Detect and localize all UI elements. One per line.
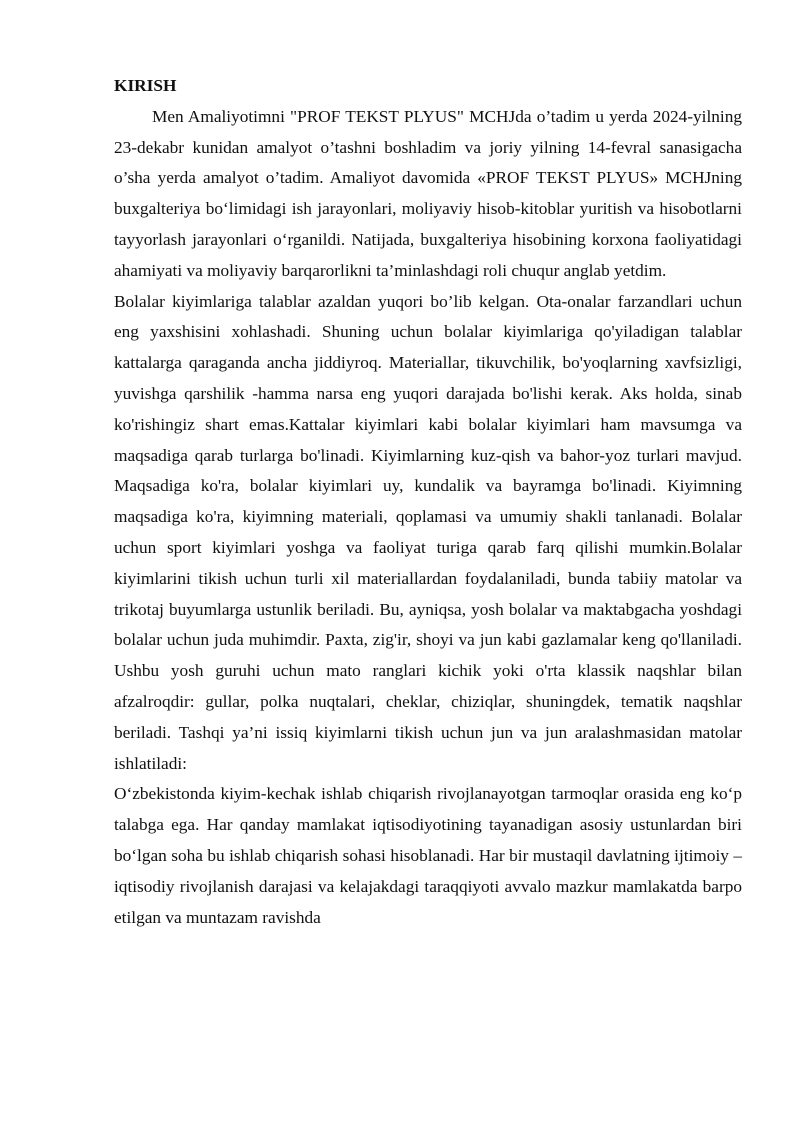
document-page [114, 71, 742, 933]
paragraph-uzbekistan-industry: O‘zbekistonda kiyim-kechak ishlab chiqarish rivojlanayotgan tarmoqlar orasida eng ko‘p talabga ega. Har qanday mamlakat iqtisodiyotining tayanadigan asosiy ustunlardan biri bo‘lgan soha bu ishlab chiqarish sohasi hisoblanadi. Har bir mustaqil davlatning ijtimoiy – iqtisodiy rivojlanish darajasi va kelajakdagi taraqqiyoti avvalo mazkur mamlakatda barpo etilgan va muntazam ravishda [114, 784, 742, 927]
section-heading: KIRISH [114, 76, 177, 95]
paragraph-internship: Men Amaliyotimni "PROF TEKST PLYUS" MCHJda o’tadim u yerda 2024-yilning 23-dekabr kunidan amalyot o’tashni boshladim va joriy yilning 14-fevral sanasigacha o’sha yerda amalyot o’tadim. Amaliyot davomida «PROF TEKST PLYUS» MCHJning buxgalteriya bo‘limidagi ish jarayonlari, moliyaviy hisob-kitoblar yuritish va hisobotlarni tayyorlash jarayonlari o‘rganildi. Natijada, buxgalteriya hisobining korxona faoliyatidagi ahamiyati va moliyaviy barqarorlikni ta’minlashdagi roli chuqur anglab yetdim. [114, 106, 742, 280]
paragraph-children-clothing: Bolalar kiyimlariga talablar azaldan yuqori bo’lib kelgan. Ota-onalar farzandlari uchun eng yaxshisini xohlashadi. Shuning uchun bolalar kiyimlariga qo'yiladigan talablar kattalarga qaraganda ancha jiddiyroq. Materiallar, tikuvchilik, bo'yoqlarning xavfsizligi, yuvishga qarshilik -hamma narsa eng yuqori darajada bo'lishi kerak. Aks holda, sinab ko'rishingiz shart emas.Kattalar kiyimlari kabi bolalar kiyimlari ham mavsumga va maqsadiga qarab turlarga bo'linadi. Kiyimlarning kuz-qish va bahor-yoz turlari mavjud. Maqsadiga ko'ra, bolalar kiyimlari uy, kundalik va bayramga bo'linadi. Kiyimning maqsadiga ko'ra, kiyimning materiali, qoplamasi va umumiy shakli tanlanadi. Bolalar uchun sport kiyimlari yoshga va faoliyat turiga qarab farq qilishi mumkin.Bolalar kiyimlarini tikish uchun turli xil materiallardan foydalaniladi, bunda tabiiy matolar va trikotaj buyumlarga ustunlik beriladi. Bu, ayniqsa, yosh bolalar va maktabgacha yoshdagi bolalar uchun juda muhimdir. Paxta, zig'ir, shoyi va jun kabi gazlamalar keng qo'llaniladi. Ushbu yosh guruhi uchun mato ranglari kichik yoki o'rta klassik naqshlar bilan afzalroqdir: gullar, polka nuqtalari, cheklar, chiziqlar, shuningdek, tematik naqshlar beriladi. Tashqi ya’ni issiq kiyimlarni tikish uchun jun va jun aralashmasidan matolar ishlatiladi: [114, 291, 742, 773]
